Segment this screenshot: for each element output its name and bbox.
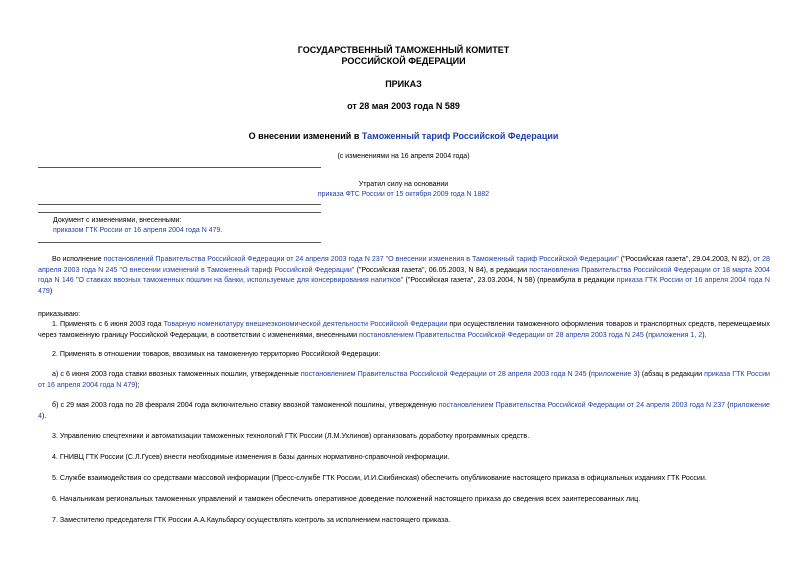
item-2b-link-appendix4[interactable]: приложение 4 <box>38 401 770 420</box>
preamble-link-245[interactable]: от 28 апреля 2003 года N 245 "О внесении изменений в Таможенный тариф Российской Федерации" <box>38 255 770 274</box>
org-name-line2: РОССИЙСКОЙ ФЕДЕРАЦИИ <box>341 56 466 66</box>
doc-title-prefix: О внесении изменений в <box>248 131 362 141</box>
item-2b-text: б) с 29 мая 2003 года по 28 февраля 2004 года включительно ставку ввозной таможенной пошлины, утвержденную <box>52 401 439 409</box>
revision-note: (с изменениями на 16 апреля 2004 года) <box>337 153 470 160</box>
preamble-text: Во исполнение <box>52 255 104 263</box>
divider <box>38 212 321 213</box>
doc-title <box>0 131 807 142</box>
item-2a-text: ) (абзац в редакции <box>637 370 705 378</box>
doc-type: ПРИКАЗ <box>385 79 422 89</box>
item-2: 2. Применять в отношении товаров, ввозимых на таможенную территорию Российской Федерации: <box>52 350 381 358</box>
item-2a-link-245[interactable]: постановлением Правительства Российской Федерации от 28 апреля 2003 года N 245 <box>300 370 587 378</box>
divider <box>38 204 321 205</box>
preamble-text: ("Российская газета", 23.03.2004, N 58) (преамбула в редакции <box>403 276 617 284</box>
lost-force-link-row <box>0 190 807 200</box>
preamble-link-479[interactable]: приказа ГТК России от 16 апреля 2004 года N 479 <box>38 276 770 295</box>
item-2b-text: ). <box>41 411 47 420</box>
item-1-text: ). <box>702 330 707 339</box>
item-2a-text: ( <box>586 370 591 378</box>
org-name-line1: ГОСУДАРСТВЕННЫЙ ТАМОЖЕННЫЙ КОМИТЕТ <box>297 45 510 55</box>
item-1-link-tnved[interactable]: Товарную номенклатуру внешнеэкономической деятельности Российской Федерации <box>163 320 448 328</box>
item-6: 6. Начальникам региональных таможенных управлений и таможен обеспечить оперативное доведение положений настоящего приказа до сведения всех заинтересованных лиц. <box>52 495 641 503</box>
lost-force-note: Утратил силу на основании <box>358 181 449 188</box>
preamble-text: ("Российская газета", 06.05.2003, N 84), в редакции <box>354 265 530 274</box>
lost-force-link[interactable]: приказа ФТС России от 15 октября 2009 года N 1882 <box>317 191 490 198</box>
item-2a-text: а) с 6 июня 2003 года ставки ввозных таможенных пошлин, утвержденные <box>52 370 301 378</box>
item-2b <box>38 400 770 421</box>
doc-date: от 28 мая 2003 года N 589 <box>347 101 460 111</box>
order-word: приказываю: <box>38 310 81 318</box>
preamble-link-237[interactable]: постановлений Правительства Российской Федерации от 24 апреля 2003 года N 237 "О внесении изменения в Таможенный тариф Российской Федерации" <box>103 255 619 263</box>
preamble-text: ) <box>49 286 53 295</box>
item-1-text: 1. Применять с 6 июня 2003 года <box>52 320 164 328</box>
divider <box>38 242 321 243</box>
item-2a <box>38 369 770 390</box>
changes-label: Документ с изменениями, внесенными: <box>53 217 182 224</box>
changes-link[interactable]: приказом ГТК России от 16 апреля 2004 года N 479. <box>53 227 223 234</box>
changes-link-row <box>53 226 222 236</box>
divider <box>38 167 321 168</box>
item-1-link-appendix[interactable]: приложения 1, 2 <box>648 330 703 339</box>
item-2a-link-479[interactable]: приказа ГТК России от 16 апреля 2004 года N 479 <box>38 370 770 389</box>
item-2a-text: ); <box>135 380 140 389</box>
item-4: 4. ГНИВЦ ГТК России (С.Л.Гусев) внести необходимые изменения в базы данных нормативно-справочной информации. <box>52 453 450 461</box>
item-3: 3. Управлению спецтехники и автоматизации таможенных технологий ГТК России (Л.М.Ухлинов) организовать доработку программных средств. <box>52 432 530 440</box>
preamble-paragraph <box>38 254 770 296</box>
item-7: 7. Заместителю председателя ГТК России А.А.Каульбарсу осуществлять контроль за исполнением настоящего приказа. <box>52 516 451 524</box>
item-2b-text: ( <box>725 401 730 409</box>
doc-title-link[interactable]: Таможенный тариф Российской Федерации <box>361 131 559 141</box>
item-1-text: ( <box>643 330 649 339</box>
item-2b-link-237[interactable]: постановлением Правительства Российской Федерации от 24 апреля 2003 года N 237 <box>438 401 726 409</box>
item-2a-link-appendix3[interactable]: приложение 3 <box>590 370 638 378</box>
item-1-text: при осуществлении таможенного оформления товаров и транспортных средств, перемещаемых через таможенную границу Российской Федерации, в соответствии с изменениями, внесенными <box>38 320 770 339</box>
item-1-link-245[interactable]: постановлением Правительства Российской Федерации от 28 апреля 2003 года N 245 <box>359 330 644 339</box>
item-1 <box>38 319 770 340</box>
preamble-text: ("Российская газета", 29.04.2003, N 82), <box>618 255 754 263</box>
item-5: 5. Службе взаимодействия со средствами массовой информации (Пресс-службе ГТК России, И.И.Скибинская) обеспечить опубликование настоящего приказа в официальных изданиях ГТК России. <box>52 474 707 482</box>
preamble-link-146[interactable]: постановления Правительства Российской Федерации от 18 марта 2004 года N 146 "О ставках ввозных таможенных пошлин на банки, используемые для консервирования напитков" <box>38 265 771 284</box>
